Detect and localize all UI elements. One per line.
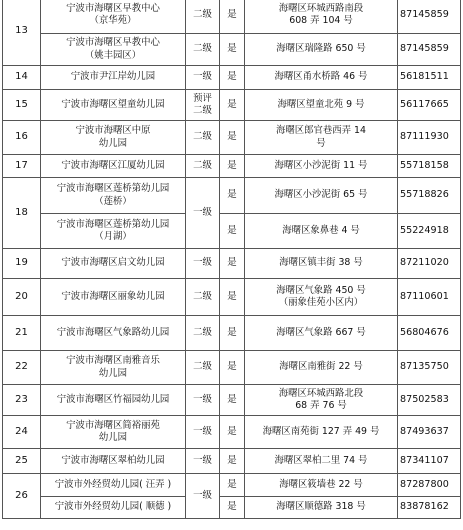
phone: 55224918 (398, 214, 461, 249)
address: 海曙区望童北苑 9 号 (245, 90, 398, 121)
table-row (3, 249, 461, 279)
row-number: 23 (3, 385, 41, 416)
table-row (3, 449, 461, 474)
phone: 87211020 (398, 249, 461, 279)
table-row (3, 351, 461, 385)
row-number: 18 (3, 178, 41, 249)
phone: 56804676 (398, 316, 461, 351)
address: 海曙区环城西路北段 68 弄 76 号 (245, 385, 398, 416)
phone: 87287800 (398, 474, 461, 497)
level: 一级 (186, 449, 220, 474)
address: 海曙区象鼻巷 4 号 (245, 214, 398, 249)
row-number: 15 (3, 90, 41, 121)
phone: 83878162 (398, 497, 461, 519)
address: 海曙区甬水桥路 46 号 (245, 66, 398, 90)
phone: 55718158 (398, 155, 461, 178)
table-row (3, 178, 461, 214)
public-flag: 是 (220, 214, 245, 249)
public-flag: 是 (220, 249, 245, 279)
table-row (3, 34, 461, 66)
level: 一级 (186, 178, 220, 249)
public-flag: 是 (220, 351, 245, 385)
level: 二级 (186, 279, 220, 316)
public-flag: 是 (220, 0, 245, 34)
school-name: 宁波市海曙区中原 幼儿园 (41, 121, 186, 155)
public-flag: 是 (220, 449, 245, 474)
public-flag: 是 (220, 316, 245, 351)
row-number: 19 (3, 249, 41, 279)
table-row (3, 155, 461, 178)
address: 海曙区小沙泥街 65 号 (245, 178, 398, 214)
level: 一级 (186, 416, 220, 449)
school-name: 宁波市海曙区望童幼儿园 (41, 90, 186, 121)
public-flag: 是 (220, 90, 245, 121)
kindergarten-table (2, 0, 461, 519)
address: 海曙区南苑街 127 弄 49 号 (245, 416, 398, 449)
phone: 87145859 (398, 0, 461, 34)
address: 海曙区郎官巷西弄 14 号 (245, 121, 398, 155)
public-flag: 是 (220, 121, 245, 155)
school-name: 宁波市海曙区南雅音乐 幼儿园 (41, 351, 186, 385)
row-number: 24 (3, 416, 41, 449)
school-name: 宁波市海曙区简裕丽苑 幼儿园 (41, 416, 186, 449)
phone: 87135750 (398, 351, 461, 385)
school-name: 宁波市海曙区气象路幼儿园 (41, 316, 186, 351)
school-name: 宁波市海曙区翠柏幼儿园 (41, 449, 186, 474)
address: 海曙区气象路 667 号 (245, 316, 398, 351)
row-number: 22 (3, 351, 41, 385)
level: 二级 (186, 0, 220, 34)
school-name: 宁波市海曙区丽象幼儿园 (41, 279, 186, 316)
phone: 55718826 (398, 178, 461, 214)
table-row (3, 474, 461, 497)
school-name: 宁波市海曙区启文幼儿园 (41, 249, 186, 279)
level: 一级 (186, 385, 220, 416)
phone: 87145859 (398, 34, 461, 66)
table-row (3, 214, 461, 249)
level: 一级 (186, 249, 220, 279)
row-number: 13 (3, 0, 41, 66)
level: 二级 (186, 34, 220, 66)
level: 二级 (186, 155, 220, 178)
table-row (3, 279, 461, 316)
address: 海曙区镇丰街 38 号 (245, 249, 398, 279)
public-flag: 是 (220, 385, 245, 416)
row-number: 16 (3, 121, 41, 155)
address: 海曙区小沙泥街 11 号 (245, 155, 398, 178)
row-number: 21 (3, 316, 41, 351)
row-number: 26 (3, 474, 41, 519)
school-name: 宁波市海曙区竹福园幼儿园 (41, 385, 186, 416)
address: 海曙区环城西路南段 608 弄 104 号 (245, 0, 398, 34)
row-number: 17 (3, 155, 41, 178)
public-flag: 是 (220, 474, 245, 497)
level: 二级 (186, 121, 220, 155)
public-flag: 是 (220, 416, 245, 449)
school-name: 宁波市海曙区莲桥第幼儿园 （月湖） (41, 214, 186, 249)
level: 一级 (186, 66, 220, 90)
table-row (3, 66, 461, 90)
school-name: 宁波市海曙区早教中心 （姚丰园区） (41, 34, 186, 66)
address: 海曙区翠柏二里 74 号 (245, 449, 398, 474)
phone: 87341107 (398, 449, 461, 474)
school-name: 宁波市海曙区莲桥第幼儿园 （莲桥） (41, 178, 186, 214)
address: 海曙区顺德路 318 号 (245, 497, 398, 519)
phone: 87111930 (398, 121, 461, 155)
table-row (3, 121, 461, 155)
school-name: 宁波市外经贸幼儿园( 顺德 ) (41, 497, 186, 519)
address: 海曙区瑞隆路 650 号 (245, 34, 398, 66)
public-flag: 是 (220, 34, 245, 66)
table-row (3, 90, 461, 121)
row-number: 14 (3, 66, 41, 90)
phone: 56181511 (398, 66, 461, 90)
table-row (3, 0, 461, 34)
public-flag: 是 (220, 66, 245, 90)
phone: 87502583 (398, 385, 461, 416)
row-number: 20 (3, 279, 41, 316)
school-name: 宁波市尹江岸幼儿园 (41, 66, 186, 90)
row-number: 25 (3, 449, 41, 474)
level: 二级 (186, 316, 220, 351)
table-row (3, 497, 461, 519)
phone: 56117665 (398, 90, 461, 121)
phone: 87110601 (398, 279, 461, 316)
table-row (3, 316, 461, 351)
school-name: 宁波市海曙区江厦幼儿园 (41, 155, 186, 178)
table-row (3, 385, 461, 416)
address: 海曙区气象路 450 号 （丽象佳苑小区内） (245, 279, 398, 316)
school-name: 宁波市海曙区早教中心 （京华苑） (41, 0, 186, 34)
level: 二级 (186, 351, 220, 385)
phone: 87493637 (398, 416, 461, 449)
public-flag: 是 (220, 497, 245, 519)
public-flag: 是 (220, 279, 245, 316)
address: 海曙区南雅街 22 号 (245, 351, 398, 385)
public-flag: 是 (220, 178, 245, 214)
address: 海曙区筱墙巷 22 号 (245, 474, 398, 497)
level: 一级 (186, 474, 220, 519)
public-flag: 是 (220, 155, 245, 178)
school-name: 宁波市外经贸幼儿园( 汪弄 ) (41, 474, 186, 497)
level: 预评 二级 (186, 90, 220, 121)
table-row (3, 416, 461, 449)
